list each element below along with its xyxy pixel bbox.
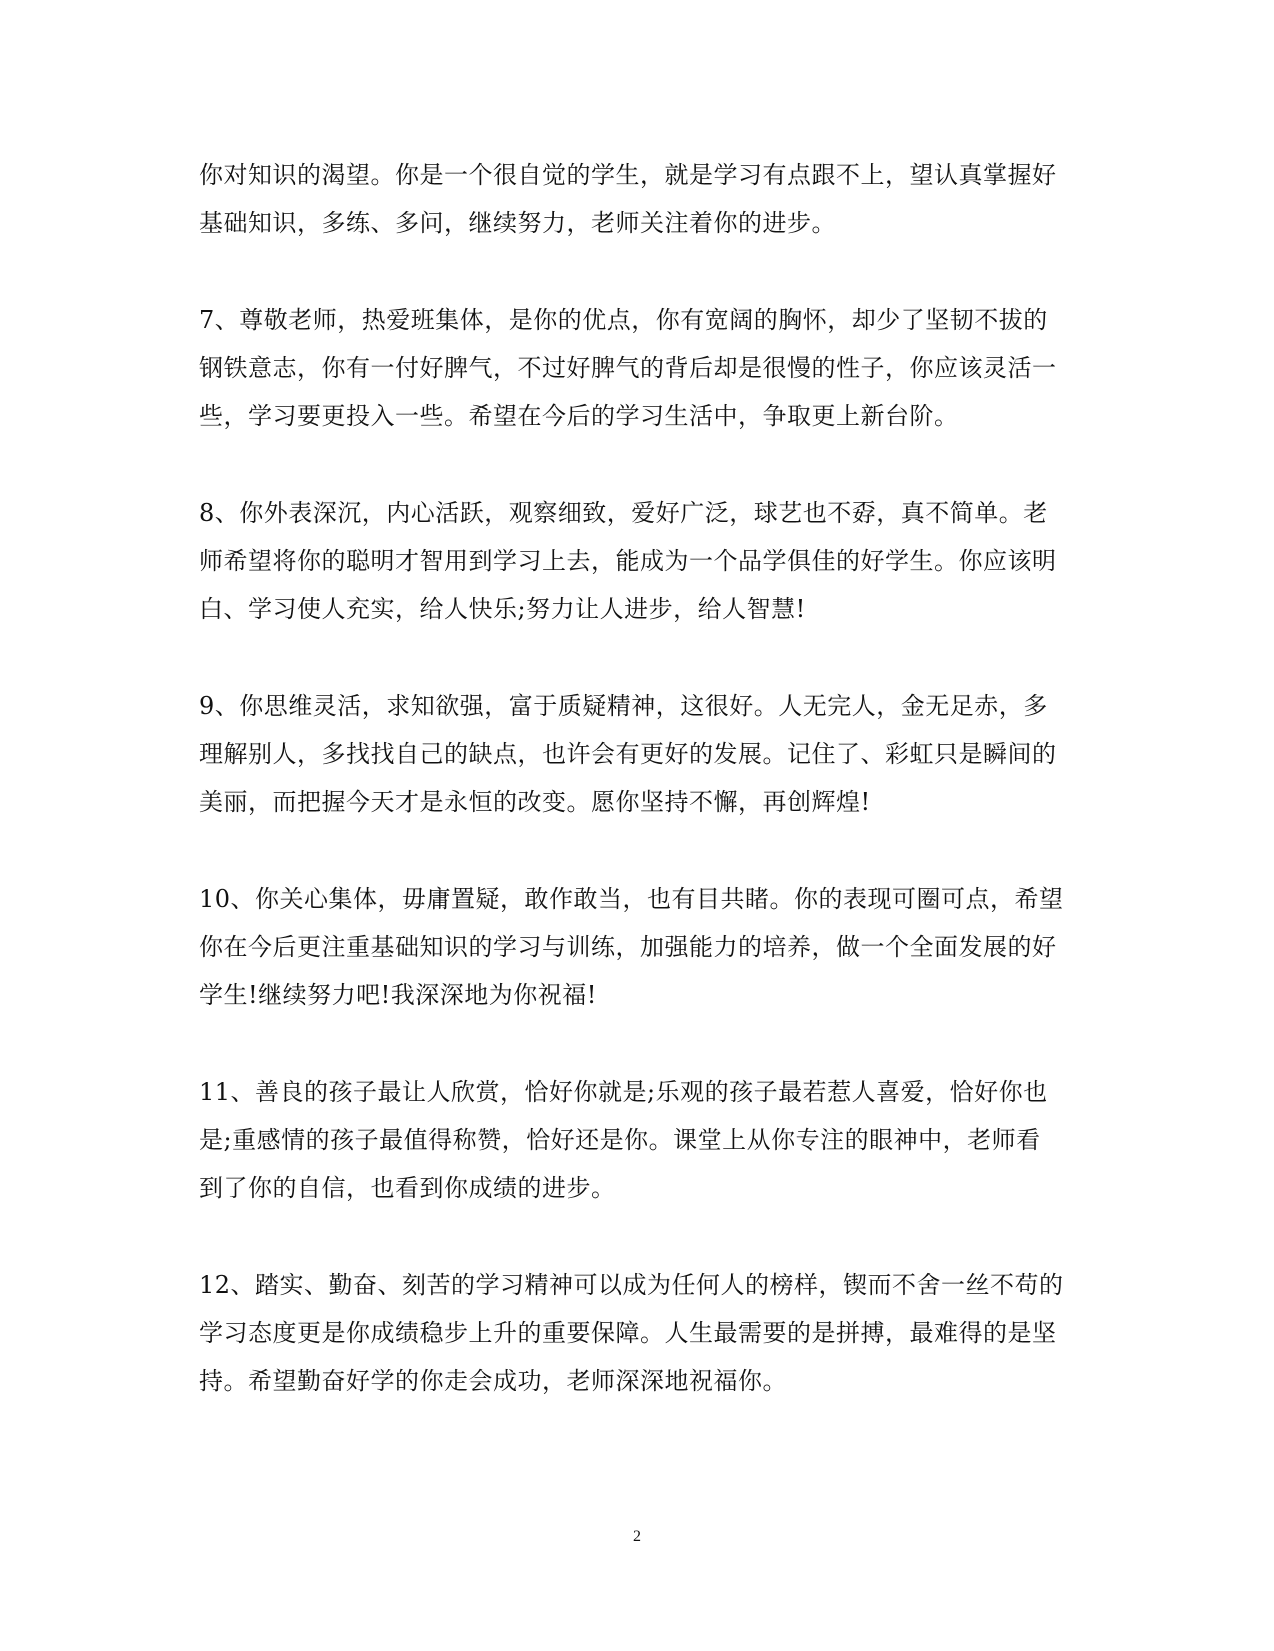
text-line: 美丽，而把握今天才是永恒的改变。愿你坚持不懈，再创辉煌! bbox=[199, 788, 871, 816]
text-line: 8、你外表深沉，内心活跃，观察细致，爱好广泛，球艺也不孬，真不简单。老 bbox=[199, 499, 1048, 527]
paragraph bbox=[199, 1261, 1079, 1405]
text-line: 些，学习要更投入一些。希望在今后的学习生活中，争取更上新台阶。 bbox=[199, 402, 959, 430]
text-line: 7、尊敬老师，热爱班集体，是你的优点，你有宽阔的胸怀，却少了坚韧不拔的 bbox=[199, 306, 1048, 334]
text-line: 11、善良的孩子最让人欣赏，恰好你就是;乐观的孩子最若惹人喜爱，恰好你也 bbox=[199, 1078, 1048, 1106]
text-line: 学习态度更是你成绩稳步上升的重要保障。人生最需要的是拼搏，最难得的是坚 bbox=[199, 1319, 1057, 1347]
text-line: 理解别人，多找找自己的缺点，也许会有更好的发展。记住了、彩虹只是瞬间的 bbox=[199, 740, 1057, 768]
text-line: 持。希望勤奋好学的你走会成功，老师深深地祝福你。 bbox=[199, 1367, 787, 1395]
text-line: 到了你的自信，也看到你成绩的进步。 bbox=[199, 1174, 616, 1202]
text-line: 10、你关心集体，毋庸置疑，敢作敢当，也有目共睹。你的表现可圈可点，希望 bbox=[199, 885, 1064, 913]
page-number: 2 bbox=[633, 1528, 641, 1545]
text-line: 你对知识的渴望。你是一个很自觉的学生，就是学习有点跟不上，望认真掌握好 bbox=[199, 161, 1057, 189]
text-line: 基础知识，多练、多问，继续努力，老师关注着你的进步。 bbox=[199, 209, 836, 237]
paragraph bbox=[199, 151, 1079, 247]
text-line: 学生!继续努力吧!我深深地为你祝福! bbox=[199, 981, 597, 1009]
paragraph bbox=[199, 682, 1079, 826]
document-body bbox=[199, 151, 1079, 1454]
text-line: 9、你思维灵活，求知欲强，富于质疑精神，这很好。人无完人，金无足赤，多 bbox=[199, 692, 1048, 720]
text-line: 师希望将你的聪明才智用到学习上去，能成为一个品学俱佳的好学生。你应该明 bbox=[199, 547, 1057, 575]
paragraph bbox=[199, 875, 1079, 1019]
text-line: 12、踏实、勤奋、刻苦的学习精神可以成为任何人的榜样，锲而不舍一丝不苟的 bbox=[199, 1271, 1064, 1299]
text-line: 钢铁意志，你有一付好脾气，不过好脾气的背后却是很慢的性子，你应该灵活一 bbox=[199, 354, 1057, 382]
text-line: 白、学习使人充实，给人快乐;努力让人进步，给人智慧! bbox=[199, 595, 806, 623]
paragraph bbox=[199, 296, 1079, 440]
paragraph bbox=[199, 489, 1079, 633]
text-line: 你在今后更注重基础知识的学习与训练，加强能力的培养，做一个全面发展的好 bbox=[199, 933, 1057, 961]
paragraph bbox=[199, 1068, 1079, 1212]
text-line: 是;重感情的孩子最值得称赞，恰好还是你。课堂上从你专注的眼神中，老师看 bbox=[199, 1126, 1041, 1154]
